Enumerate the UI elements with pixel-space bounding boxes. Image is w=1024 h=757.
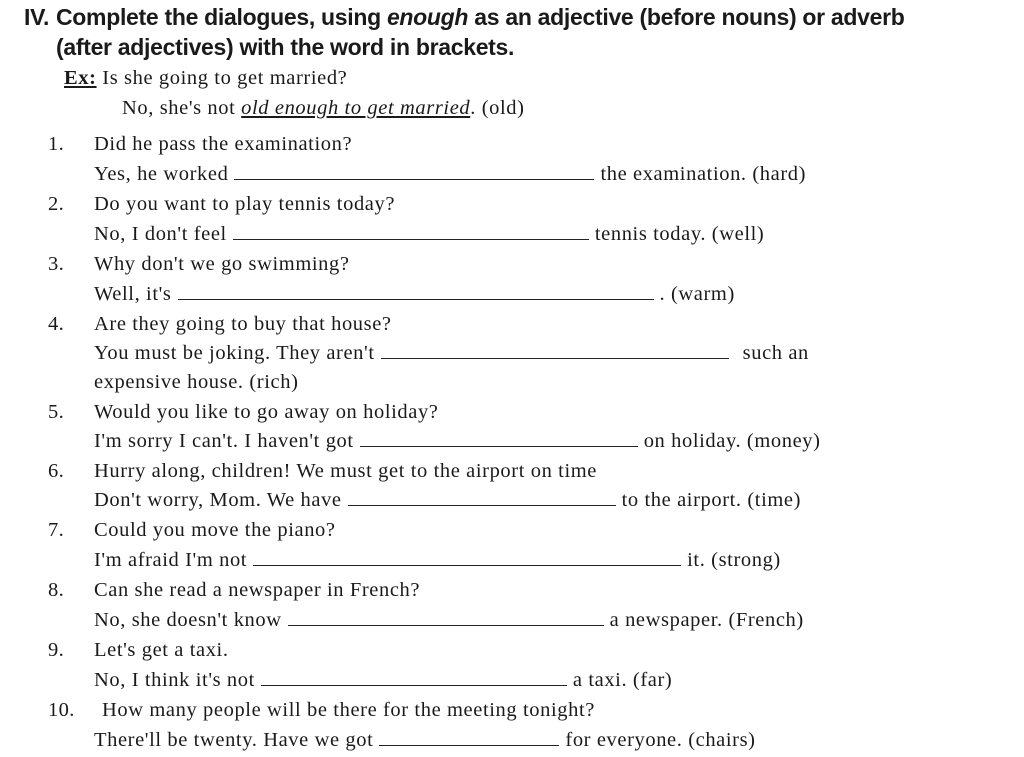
- answer-text-post: . (warm): [659, 283, 735, 305]
- answer-text-post: on holiday. (money): [643, 430, 821, 452]
- answer-blank[interactable]: [261, 669, 567, 686]
- heading-text-post: as an adjective (before nouns) or adverb: [468, 4, 905, 30]
- answer-text-post: it. (strong): [687, 549, 781, 571]
- heading-line-2: (after adjectives) with the word in brackets.: [56, 34, 515, 60]
- item-number: 5.: [48, 401, 65, 423]
- answer-text-pre: No, she doesn't know: [94, 609, 282, 631]
- answer-text-pre: There'll be twenty. Have we got: [94, 729, 374, 751]
- item-number: 8.: [48, 579, 65, 601]
- answer-text-pre: Well, it's: [94, 283, 172, 305]
- item-answer-line: [94, 728, 756, 752]
- item-question: Are they going to buy that house?: [94, 313, 392, 335]
- item-number: 6.: [48, 460, 65, 482]
- example-answer-filled: old enough to get married: [241, 97, 471, 119]
- item-answer-line: [94, 488, 801, 512]
- answer-blank[interactable]: [233, 223, 589, 240]
- answer-text-post: tennis today. (well): [594, 223, 765, 245]
- answer-blank[interactable]: [381, 342, 729, 359]
- answer-text-post: a taxi. (far): [572, 669, 673, 691]
- answer-blank[interactable]: [360, 430, 638, 447]
- answer-blank[interactable]: [234, 163, 594, 180]
- answer-text-pre: No, I think it's not: [94, 669, 255, 691]
- item-question: Can she read a newspaper in French?: [94, 579, 421, 601]
- answer-text-pre: You must be joking. They aren't: [94, 342, 375, 364]
- item-number: 10.: [48, 699, 75, 721]
- exercise-number: IV.: [24, 4, 50, 30]
- answer-text-post: the examination. (hard): [600, 163, 807, 185]
- item-answer-continuation: expensive house. (rich): [94, 371, 299, 393]
- item-question: How many people will be there for the meeting tonight?: [102, 699, 595, 721]
- answer-blank[interactable]: [178, 283, 654, 300]
- answer-text-post: such an: [742, 342, 809, 364]
- example-answer-pre: No, she's not: [122, 97, 242, 119]
- answer-text-post: to the airport. (time): [621, 489, 802, 511]
- item-question: Let's get a taxi.: [94, 639, 229, 661]
- answer-text-post: for everyone. (chairs): [565, 729, 756, 751]
- item-number: 4.: [48, 313, 65, 335]
- answer-blank[interactable]: [288, 609, 604, 626]
- answer-text-pre: Don't worry, Mom. We have: [94, 489, 342, 511]
- exercise-heading: [24, 2, 1024, 62]
- answer-text-pre: I'm afraid I'm not: [94, 549, 248, 571]
- answer-text-post: a newspaper. (French): [609, 609, 804, 631]
- item-number: 7.: [48, 519, 65, 541]
- answer-text-pre: No, I don't feel: [94, 223, 227, 245]
- heading-line-1: [24, 2, 1024, 32]
- item-question: Why don't we go swimming?: [94, 253, 350, 275]
- example-answer-post: . (old): [470, 97, 525, 119]
- item-number: 3.: [48, 253, 65, 275]
- heading-keyword: enough: [386, 4, 469, 30]
- example-label: Ex:: [64, 67, 97, 89]
- item-question: Do you want to play tennis today?: [94, 193, 396, 215]
- answer-text-pre: I'm sorry I can't. I haven't got: [94, 430, 354, 452]
- item-number: 9.: [48, 639, 65, 661]
- item-question: Could you move the piano?: [94, 519, 336, 541]
- answer-blank[interactable]: [253, 549, 681, 566]
- item-number: 2.: [48, 193, 65, 215]
- item-question: Did he pass the examination?: [94, 133, 353, 155]
- item-answer-line: [94, 429, 821, 453]
- heading-text-pre: Complete the dialogues, using: [56, 4, 387, 30]
- answer-blank[interactable]: [348, 489, 616, 506]
- item-answer-line: [94, 162, 806, 186]
- item-question: Would you like to go away on holiday?: [94, 401, 439, 423]
- item-answer-line: [94, 341, 809, 365]
- example-question-line: [64, 66, 347, 90]
- item-answer-line: [94, 282, 735, 306]
- item-number: 1.: [48, 133, 65, 155]
- item-question: Hurry along, children! We must get to the airport on time: [94, 460, 597, 482]
- item-answer-line: [94, 608, 804, 632]
- item-answer-line: [94, 668, 672, 692]
- item-answer-line: [94, 222, 764, 246]
- answer-text-pre: Yes, he worked: [94, 163, 229, 185]
- item-answer-line: [94, 548, 781, 572]
- answer-blank[interactable]: [379, 729, 559, 746]
- example-answer-line: [122, 96, 525, 120]
- example-question: Is she going to get married?: [102, 67, 348, 89]
